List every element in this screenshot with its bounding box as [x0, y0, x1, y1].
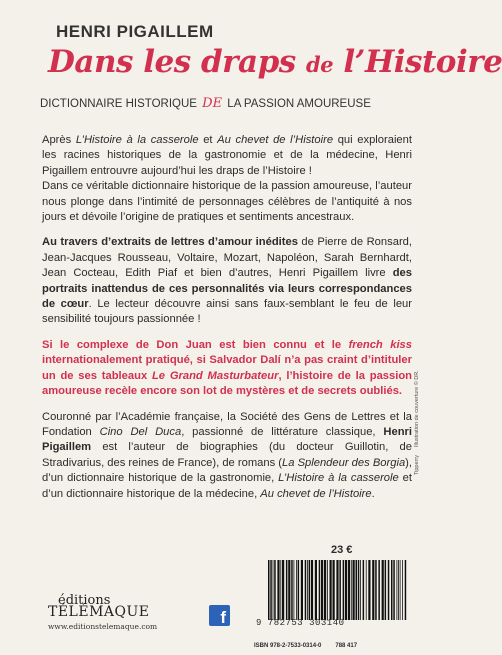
barcode-bar	[351, 560, 352, 620]
ean-number: 9 782753 303140	[256, 618, 345, 628]
title-main: Dans les draps	[48, 44, 296, 80]
barcode-bar	[274, 560, 276, 620]
barcode-bar	[363, 560, 365, 620]
barcode-bar	[307, 560, 308, 620]
paragraph-letters	[42, 235, 412, 327]
barcode-bar	[391, 560, 393, 620]
p1-b: L’Histoire à la casserole	[75, 134, 199, 146]
p5-k: .	[371, 487, 375, 500]
price-label: 23 €	[331, 544, 353, 556]
barcode-bar	[301, 560, 303, 620]
blurb-text	[42, 133, 412, 512]
barcode-bar	[385, 560, 387, 620]
barcode-bar	[353, 560, 355, 620]
barcode-bar	[298, 560, 300, 620]
barcode-bar	[333, 560, 335, 620]
publisher-url: www.editionstelemaque.com	[48, 622, 158, 631]
barcode-bar	[280, 560, 281, 620]
barcode-bar	[339, 560, 341, 620]
cover-credits	[414, 370, 420, 475]
barcode-bar	[277, 560, 279, 620]
book-subtitle	[40, 96, 440, 111]
barcode-bar	[405, 560, 407, 620]
product-code: 788 417	[335, 643, 358, 649]
barcode-bar	[286, 560, 288, 620]
barcode-bar	[397, 560, 398, 620]
barcode-bar	[282, 560, 284, 620]
barcode-bar	[356, 560, 358, 620]
barcode-bar	[366, 560, 367, 620]
p5-f: La Splendeur des Borgia	[282, 456, 406, 469]
p3-d: . Le lecteur découvre ainsi sans faux-semblant le feu de leur sensibilité toujours passionnée !	[42, 298, 412, 326]
p4-d: Le Grand Masturbateur	[151, 369, 279, 382]
p4-c: internationalement pratiqué, si Salvador Dalí n’a pas craint d’intituler un de ses tableaux	[42, 354, 412, 382]
p1-e: qui exploraient les racines historiques de la gastronomie et de la médecine, Henri Pigaillem entrouvre aujourd’hui les draps de l’Histoire !	[42, 134, 412, 177]
barcode	[254, 560, 410, 640]
barcode-bar	[305, 560, 307, 620]
barcode-bar	[315, 560, 317, 620]
barcode-bar	[330, 560, 332, 620]
p1-c: et	[198, 134, 218, 146]
barcode-bar	[398, 560, 399, 620]
barcode-bar	[294, 560, 295, 620]
p5-h: L’Histoire à la casserole	[278, 472, 399, 485]
barcode-bar	[319, 560, 321, 620]
p5-b: Cino Del Duca	[99, 425, 182, 438]
credit-illustration: Illustration de couverture © DR.	[414, 370, 420, 448]
paragraph-highlight	[42, 338, 412, 400]
barcode-bar	[382, 560, 384, 620]
barcode-bar	[291, 560, 293, 620]
p3-b: de Pierre de Ronsard, Jean-Jacques Rousseau, Voltaire, Mozart, Napoléon, Sarah Bernhardt, Jean Cocteau, Edith Piaf et bien d’autres, Henri Pigaillem livre	[42, 236, 413, 280]
paragraph-author-bio	[42, 410, 412, 502]
barcode-bar	[360, 560, 361, 620]
barcode-bar	[378, 560, 380, 620]
barcode-bar	[327, 560, 328, 620]
title-end: l’Histoire	[343, 44, 502, 80]
barcode-bars	[268, 560, 408, 620]
p4-b: french kiss	[348, 338, 412, 351]
p5-g: ), d’un dictionnaire historique de la gastronomie,	[42, 456, 413, 485]
barcode-bar	[321, 560, 323, 620]
subtitle-de: DE	[202, 96, 223, 111]
author-name: HENRI PIGAILLEM	[56, 22, 214, 41]
paragraph-intro	[42, 133, 412, 179]
barcode-bar	[388, 560, 390, 620]
subtitle-right: LA PASSION AMOUREUSE	[227, 98, 371, 110]
p5-e: est l’auteur de biographies (du docteur Guillotin, de Stradivarius, des reines de France), de romans (	[42, 441, 412, 469]
credit-design: Tipperry	[414, 455, 420, 475]
p1-d: Au chevet de l’Histoire	[217, 134, 334, 146]
barcode-bar	[288, 560, 290, 620]
barcode-bar	[311, 560, 313, 620]
p5-a: Couronné par l’Académie française, la Société des Gens de Lettres et la Fondation	[42, 410, 412, 438]
title-de: de	[306, 52, 334, 77]
book-title	[48, 44, 502, 80]
barcode-bar	[348, 560, 350, 620]
barcode-bar	[393, 560, 395, 620]
isbn-line	[254, 643, 357, 649]
barcode-bar	[400, 560, 401, 620]
barcode-bar	[309, 560, 311, 620]
paragraph-dictionary: Dans ce véritable dictionnaire historique de la passion amoureuse, l’auteur nous plonge dans l’intimité de personnages célèbres de l’antiquité à nos jours et dévoile l’origine de pratiques et sentiments ancestraux.	[42, 180, 412, 224]
subtitle-left: DICTIONNAIRE HISTORIQUE	[40, 98, 197, 110]
barcode-bar	[358, 560, 360, 620]
barcode-bar	[345, 560, 347, 620]
barcode-bar	[336, 560, 338, 620]
p5-d: Henri Pigaillem	[42, 425, 412, 454]
barcode-bar	[343, 560, 345, 620]
isbn-number: ISBN 978-2-7533-0314-0	[254, 643, 322, 649]
barcode-bar	[268, 560, 270, 620]
barcode-bar	[296, 560, 297, 620]
barcode-bar	[402, 560, 403, 620]
p4-e: , l’histoire de la passion amoureuse recèle encore son lot de mystères et de secrets oubliés.	[42, 369, 413, 398]
barcode-bar	[324, 560, 326, 620]
p3-a: Au travers d’extraits de lettres d’amour inédites	[42, 236, 298, 249]
barcode-bar	[270, 560, 272, 620]
p1-a: Après	[42, 134, 76, 146]
p3-c: des portraits inattendus de ces personnalités via leurs correspondances de cœur	[42, 267, 412, 311]
barcode-bar	[273, 560, 274, 620]
publisher-name: TÉLÉMAQUE	[48, 604, 150, 620]
p5-j: Au chevet de l’Histoire	[260, 487, 372, 500]
barcode-bar	[368, 560, 370, 620]
barcode-bar	[375, 560, 377, 620]
facebook-icon	[209, 605, 230, 626]
facebook-letter: f	[220, 608, 226, 627]
p4-a: Si le complexe de Don Juan est bien connu et le	[42, 338, 349, 351]
barcode-bar	[372, 560, 374, 620]
p5-c: , passionné de littérature classique,	[181, 425, 384, 438]
publisher-label: éditions	[58, 593, 111, 608]
p5-i: et d’un dictionnaire historique de la médecine,	[42, 472, 412, 500]
